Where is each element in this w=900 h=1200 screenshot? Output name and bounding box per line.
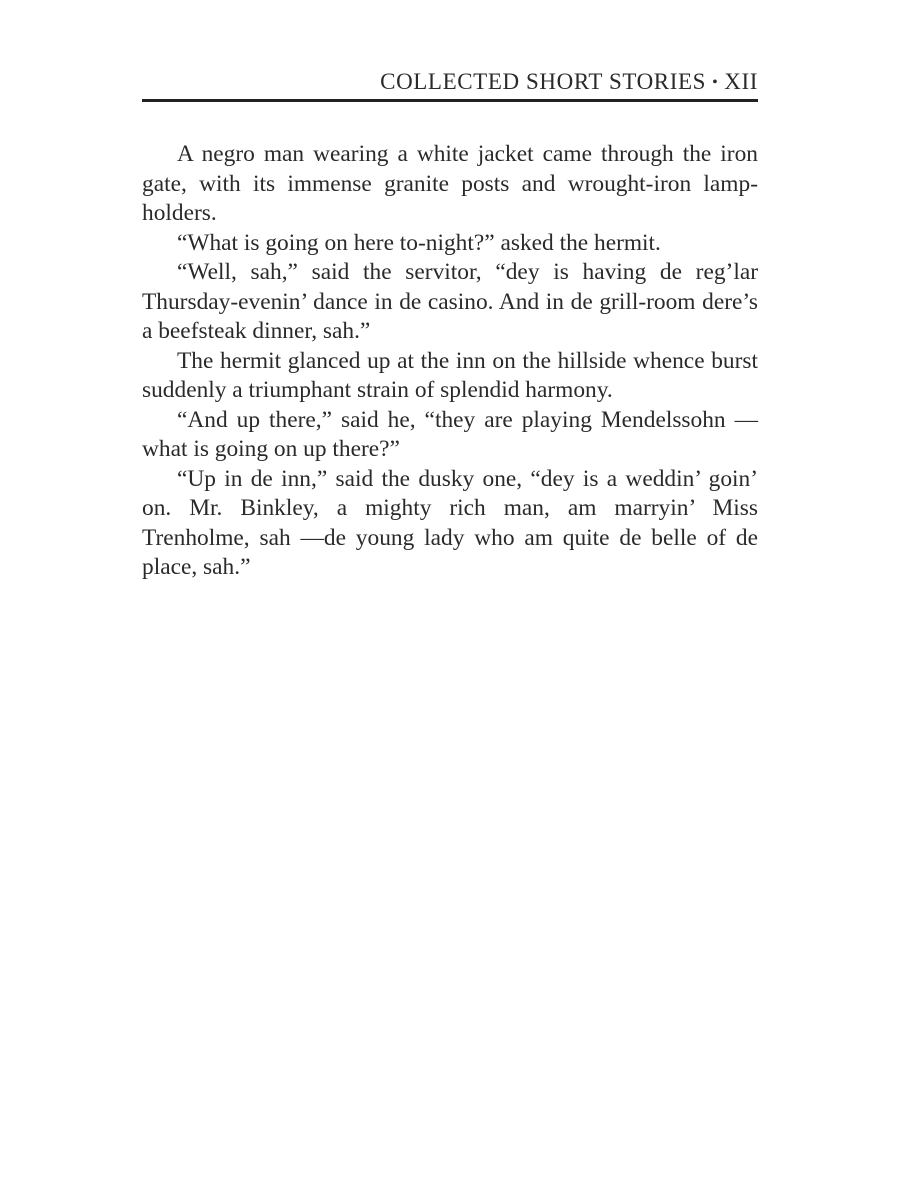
bullet-separator: • [712,74,719,91]
paragraph: The hermit glanced up at the inn on the hillside whence burst suddenly a triumphant strain of splendid harmony. [142,347,758,403]
paragraph: “Up in de inn,” said the dusky one, “dey is a weddin’ goin’ on. Mr. Binkley, a mighty rich man, am marryin’ Miss Trenholme, sah —de young lady who am quite de belle of de place, sah.” [142,465,758,580]
page-number: XII [724,69,758,94]
paragraph: A negro man wearing a white jacket came through the iron gate, with its immense granite posts and wrought-iron lamp-holders. [142,141,758,226]
paragraph: “And up there,” said he, “they are playing Mendelssohn — what is going on up there?” [142,406,758,462]
story-text [142,140,758,583]
paragraph: “What is going on here to-night?” asked the hermit. [177,229,661,256]
paragraph: “Well, sah,” said the servitor, “dey is having de reg’lar Thursday-evenin’ dance in de casino. And in de grill-room dere’s a beefsteak dinner, sah.” [142,259,758,344]
book-title: COLLECTED SHORT STORIES [380,69,707,94]
running-head [142,66,758,102]
